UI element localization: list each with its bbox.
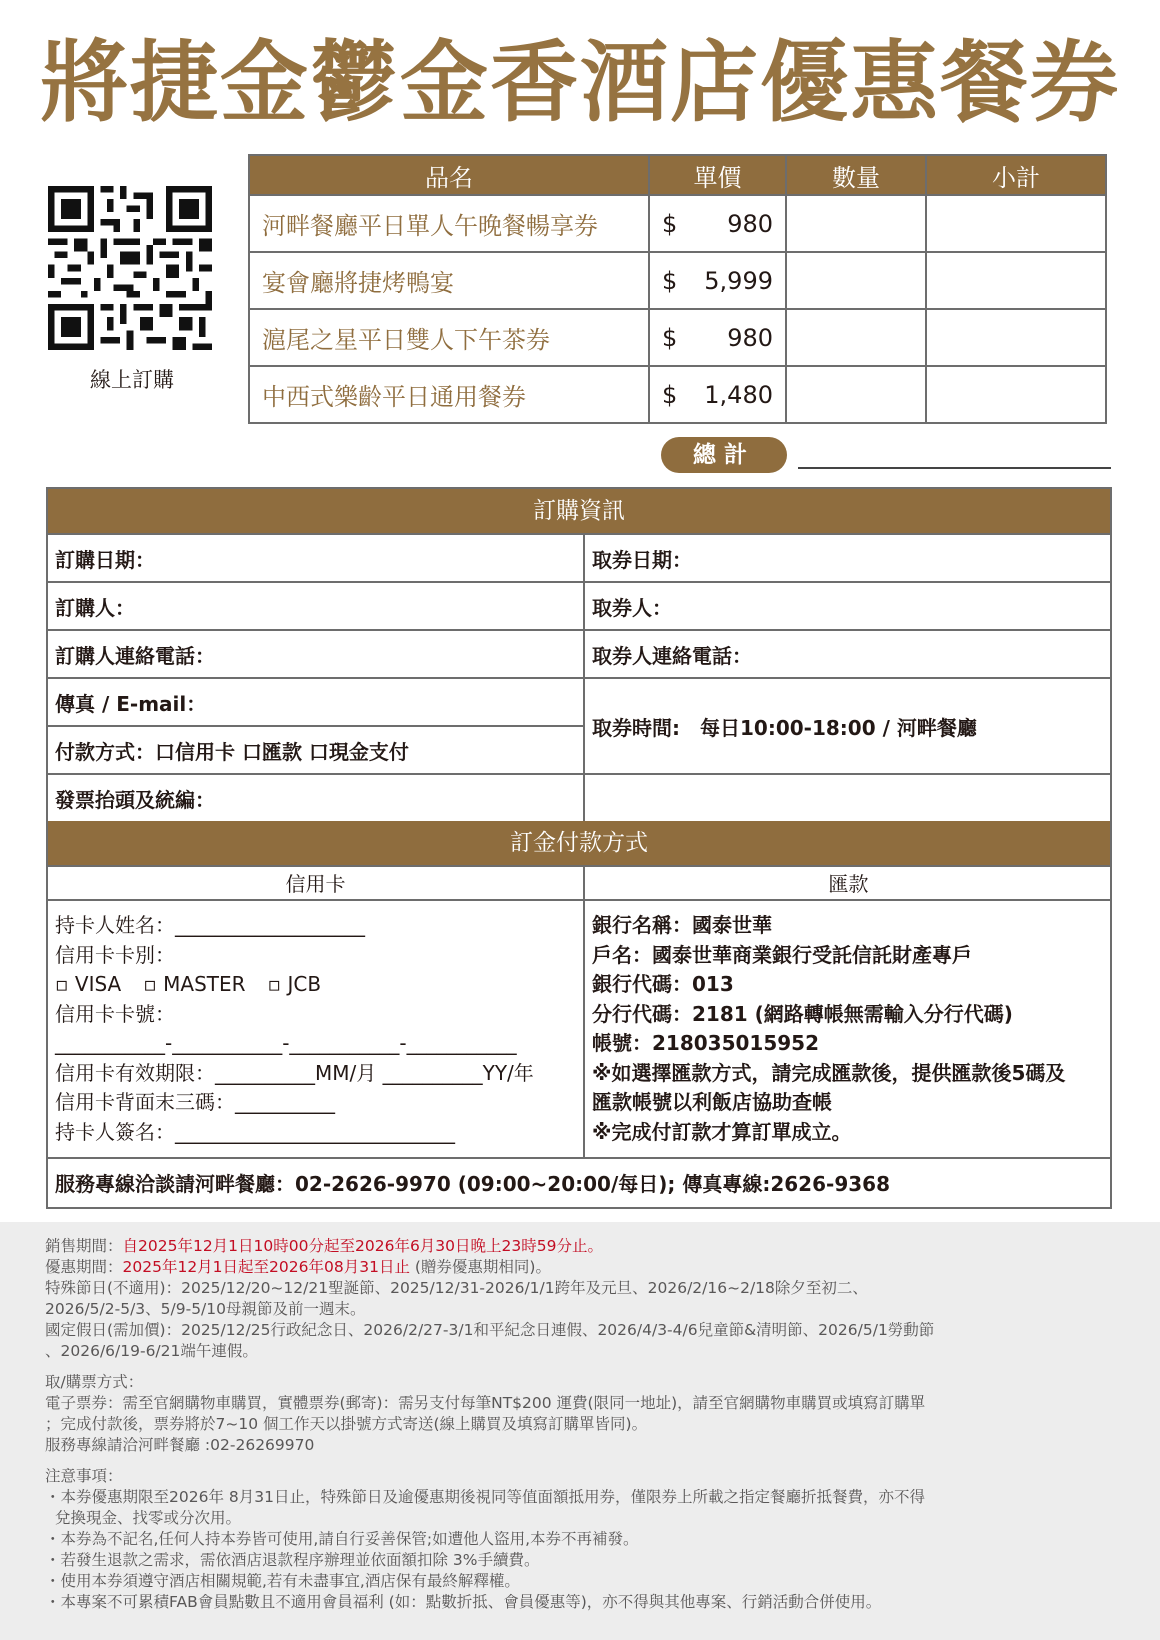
order-info-grid — [48, 533, 1110, 821]
notice-item-cont: 兌換現金、找零或分次用。 — [55, 1509, 242, 1527]
item-name: 河畔餐廳平日單人午晚餐暢享券 — [249, 195, 649, 252]
price-value: 5,999 — [704, 266, 773, 295]
price-value: 1,480 — [704, 380, 773, 409]
card-number-field[interactable]: ___________-___________-___________-___________ — [55, 1031, 517, 1055]
master-checkbox[interactable]: ▫ MASTER — [143, 972, 246, 996]
sale-period-value: 自2025年12月1日10時00分起至2026年6月30日晚上23時59分止。 — [122, 1237, 603, 1255]
notice-item: ・本券為不記名,任何人持本券皆可使用,請自行妥善保管;如遭他人盜用,本券不再補發。 — [45, 1530, 639, 1548]
holiday-dates-cont: 、2026/6/19-6/21端午連假。 — [45, 1342, 258, 1360]
sale-period — [45, 1236, 1115, 1257]
total-label: 總計 — [661, 437, 787, 473]
valid-period-value: 2025年12月1日起至2026年08月31日止 — [122, 1258, 410, 1276]
quantity-field[interactable] — [786, 309, 926, 366]
deposit-subheader — [48, 865, 1110, 899]
jcb-checkbox[interactable]: ▫ JCB — [267, 972, 322, 996]
table-row — [249, 309, 1106, 366]
notice-item: ・本專案不可累積FAB會員點數且不適用會員福利 (如：點數折抵、會員優惠等)，亦不得與其他專案、行銷活動合併使用。 — [45, 1593, 882, 1611]
price-table — [248, 154, 1107, 424]
notice-item: ・使用本券須遵守酒店相關規範,若有未盡事宜,酒店保有最終解釋權。 — [45, 1572, 520, 1590]
transfer-note: ※如選擇匯款方式，請完成匯款後，提供匯款後5碼及 — [592, 1060, 1066, 1085]
account-name: 戶名：國泰世華商業銀行受託信託財產專戶 — [592, 942, 972, 967]
sale-period-label: 銷售期間： — [45, 1237, 123, 1255]
terms-section — [0, 1222, 1160, 1640]
ticket-method-2: ；完成付款後，票券將於7~10 個工作天以掛號方式寄送(線上購買及填寫訂購單皆同)。 — [45, 1415, 648, 1433]
column-header-subtotal: 小計 — [926, 155, 1106, 195]
price-table-header — [249, 155, 1106, 195]
currency-symbol: $ — [662, 209, 678, 238]
page-title: 將捷金鬱金香酒店優惠餐券 — [39, 31, 1120, 134]
order-confirm-note: ※完成付訂款才算訂單成立。 — [592, 1119, 852, 1144]
notice-item: ・本券優惠期限至2026年 8月31日止，特殊節日及逾優惠期後視同等值面額抵用券，僅限券上所載之指定餐廳折抵餐費，亦不得 — [45, 1488, 925, 1506]
empty-cell — [585, 773, 1112, 821]
table-row — [249, 366, 1106, 423]
orderer-phone-field[interactable]: 訂購人連絡電話： — [48, 629, 585, 677]
bank-name: 銀行名稱：國泰世華 — [592, 913, 772, 937]
bank-transfer-section — [585, 901, 1112, 1157]
pickup-date-field[interactable]: 取券日期： — [585, 533, 1112, 581]
card-type-label: 信用卡卡別： — [55, 942, 175, 967]
total-field[interactable] — [798, 467, 1111, 469]
item-name: 宴會廳將捷烤鴨宴 — [249, 252, 649, 309]
notice-item: ・若發生退款之需求，需依酒店退款程序辦理並依面額扣除 3%手續費。 — [45, 1551, 540, 1569]
currency-symbol: $ — [662, 266, 678, 295]
qr-block — [48, 186, 216, 394]
picker-field[interactable]: 取券人： — [585, 581, 1112, 629]
transfer-note-cont: 匯款帳號以利飯店協助查帳 — [592, 1090, 832, 1114]
payment-method-field[interactable]: 付款方式：口信用卡 口匯款 口現金支付 — [48, 725, 585, 773]
ticket-hotline: 服務專線請洽河畔餐廳 :02-26269970 — [45, 1436, 315, 1454]
qr-label: 線上訂購 — [90, 368, 174, 392]
order-date-field[interactable]: 訂購日期： — [48, 533, 585, 581]
deposit-details — [48, 899, 1110, 1157]
item-price — [649, 309, 786, 366]
special-dates: 特殊節日(不適用)：2025/12/20~12/21聖誕節、2025/12/31-2026/1/1跨年及元旦、2026/2/16~2/18除夕至初二、 — [45, 1279, 868, 1297]
credit-card-header: 信用卡 — [48, 865, 585, 899]
holiday-dates: 國定假日(需加價)：2025/12/25行政紀念日、2026/2/27-3/1和平紀念日連假、2026/4/3-4/6兒童節&清明節、2026/5/1勞動節 — [45, 1321, 935, 1339]
card-holder-field[interactable]: 持卡人姓名：___________________ — [55, 913, 365, 937]
bank-code: 銀行代碼：013 — [592, 972, 734, 996]
bank-transfer-header: 匯款 — [585, 865, 1112, 899]
card-number-label: 信用卡卡號： — [55, 1001, 175, 1026]
price-value: 980 — [727, 209, 773, 238]
valid-period — [45, 1257, 1115, 1278]
card-cvv-field[interactable]: 信用卡背面末三碼：__________ — [55, 1090, 335, 1114]
valid-period-label: 優惠期間： — [45, 1258, 123, 1276]
valid-period-suffix: (贈券優惠期相同)。 — [409, 1258, 551, 1276]
subtotal-field[interactable] — [926, 252, 1106, 309]
order-form — [46, 487, 1112, 1209]
subtotal-field[interactable] — [926, 309, 1106, 366]
quantity-field[interactable] — [786, 195, 926, 252]
column-header-price: 單價 — [649, 155, 786, 195]
invoice-field[interactable]: 發票抬頭及統編： — [48, 773, 585, 821]
service-hotline: 服務專線洽談請河畔餐廳：02-2626-9970 (09:00~20:00/每日); 傳真專線:2626-9368 — [48, 1157, 1110, 1207]
order-info-header: 訂購資訊 — [48, 489, 1110, 533]
column-header-item: 品名 — [249, 155, 649, 195]
account-number: 帳號：218035015952 — [592, 1031, 819, 1055]
branch-code: 分行代碼：2181 (網路轉帳無需輸入分行代碼) — [592, 1001, 1013, 1026]
item-price — [649, 252, 786, 309]
ticket-method-1: 電子票券：需至官網購物車購買，實體票券(郵寄)：需另支付每筆NT$200 運費(限同一地址)，請至官網購物車購買或填寫訂購單 — [45, 1394, 926, 1412]
notice-label: 注意事項： — [45, 1467, 123, 1485]
quantity-field[interactable] — [786, 252, 926, 309]
price-value: 980 — [727, 323, 773, 352]
card-expiry-field[interactable]: 信用卡有效期限：__________MM/月 __________YY/年 — [55, 1060, 534, 1085]
column-header-quantity: 數量 — [786, 155, 926, 195]
orderer-field[interactable]: 訂購人： — [48, 581, 585, 629]
item-name: 滬尾之星平日雙人下午茶券 — [249, 309, 649, 366]
table-row — [249, 252, 1106, 309]
currency-symbol: $ — [662, 380, 678, 409]
card-type-options — [55, 970, 577, 1000]
deposit-header: 訂金付款方式 — [48, 821, 1110, 865]
ticket-method-label: 取/購票方式： — [45, 1373, 144, 1391]
item-price — [649, 366, 786, 423]
visa-checkbox[interactable]: ▫ VISA — [55, 972, 122, 996]
item-price — [649, 195, 786, 252]
credit-card-section — [48, 901, 585, 1157]
fax-email-field[interactable]: 傳真 / E-mail： — [48, 677, 585, 725]
subtotal-field[interactable] — [926, 195, 1106, 252]
card-signature-field[interactable]: 持卡人簽名：____________________________ — [55, 1119, 455, 1144]
pickup-time: 取券時間: 每日10:00-18:00 / 河畔餐廳 — [585, 677, 1112, 773]
special-dates-cont: 2026/5/2-5/3、5/9-5/10母親節及前一週末。 — [45, 1300, 366, 1318]
subtotal-field[interactable] — [926, 366, 1106, 423]
item-name: 中西式樂齡平日通用餐券 — [249, 366, 649, 423]
table-row — [249, 195, 1106, 252]
quantity-field[interactable] — [786, 366, 926, 423]
picker-phone-field[interactable]: 取券人連絡電話： — [585, 629, 1112, 677]
qr-code-icon[interactable] — [48, 186, 212, 350]
currency-symbol: $ — [662, 323, 678, 352]
